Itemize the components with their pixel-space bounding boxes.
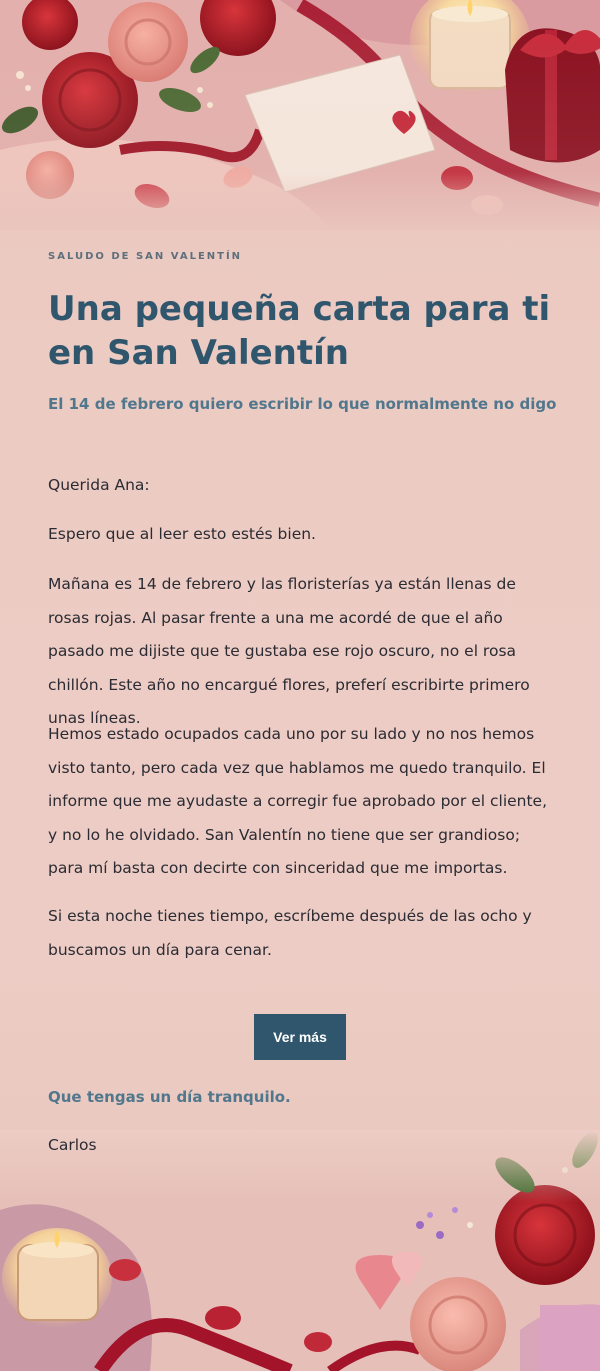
letter-paragraph: Mañana es 14 de febrero y las floristerías ya están llenas de rosas rojas. Al pasar frente a una me acordé de que el año pasado me dijiste que te gustaba ese rojo oscuro, no el rosa chillón. Este año no encargué flores, preferí escribirte primero unas líneas.: [48, 575, 530, 727]
see-more-button[interactable]: Ver más: [254, 1014, 346, 1060]
signature: Carlos: [48, 1136, 97, 1154]
email-subtitle: El 14 de febrero quiero escribir lo que normalmente no digo: [48, 395, 557, 413]
header-illustration: [0, 0, 600, 230]
closing-line: Que tengas un día tranquilo.: [48, 1088, 291, 1106]
letter-greeting: Querida Ana:: [48, 476, 150, 494]
letter-paragraph: Hemos estado ocupados cada uno por su lado y no nos hemos visto tanto, pero cada vez que hablamos me quedo tranquilo. El informe que me ayudaste a corregir fue aprobado por el cliente, y no lo he olvidado. San Valentín no tiene que ser grandioso; para mí basta con decirte con sinceridad que me importas.: [48, 725, 548, 877]
email-title: Una pequeña carta para ti en San Valentín: [48, 289, 551, 373]
letter-paragraph: Espero que al leer esto estés bien.: [48, 525, 316, 543]
letter-paragraph: Si esta noche tienes tiempo, escríbeme después de las ocho y buscamos un día para cenar.: [48, 907, 532, 959]
footer-illustration: [0, 1130, 600, 1371]
eyebrow-label: SALUDO DE SAN VALENTÍN: [48, 251, 243, 262]
